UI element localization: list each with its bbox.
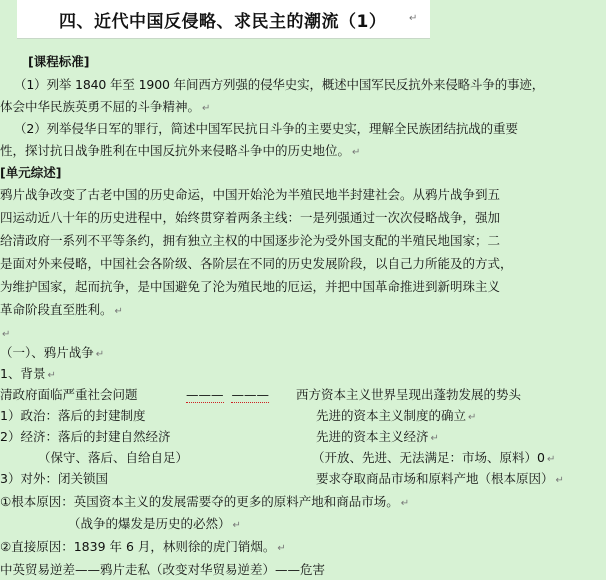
section-heading: （一）、鸦片战争 ↵: [0, 345, 105, 360]
course-standard-heading: [课程标准]: [28, 54, 90, 69]
comparison-left: （保守、落后、自给自足）: [38, 450, 189, 465]
course-standard-p2-line1: （2）列举侵华日军的罪行，简述中国军民抗日斗争的主要史实，理解全民族团结抗战的重要: [14, 121, 518, 136]
comparison-left: 1）政治：落后的封建制度: [0, 408, 146, 423]
unit-summary-line: 鸦片战争改变了古老中国的历史命运，中国开始沦为半殖民地半封建社会。从鸦片战争到五: [0, 187, 501, 202]
unit-summary-line: 四运动近八十年的历史进程中，始终贯穿着两条主线：一是列强通过一次次侵略战争，强加: [0, 210, 501, 225]
comparison-left: 2）经济：落后的封建自然经济: [0, 429, 171, 444]
blank-line: ↵: [2, 329, 11, 340]
unit-summary-line: 为维护国家，起而抗争，是中国避免了沦为殖民地的厄运，并把中国革命推进到新明珠主义: [0, 279, 501, 294]
course-standard-p2-line2: 性，探讨抗日战争胜利在中国反抗外来侵略斗争中的历史地位。 ↵: [0, 143, 361, 158]
document-title: 四、近代中国反侵略、求民主的潮流（1）: [59, 12, 387, 32]
root-cause: ①根本原因：英国资本主义的发展需要夺的更多的原料产地和商品市场。 ↵: [0, 494, 410, 509]
title-box: [17, 0, 430, 39]
comparison-right: （开放、先进、无法满足：市场、原料）0 ↵: [312, 450, 556, 465]
unit-summary-line: 革命阶段直至胜利。 ↵: [0, 302, 123, 317]
unit-summary-heading: [单元综述]: [0, 165, 62, 180]
unit-summary-line: 给清政府一系列不平等条约，拥有独立主权的中国逐步沦为受外国支配的半殖民地国家；二: [0, 233, 501, 248]
sub-heading-background: 1、背景 ↵: [0, 366, 56, 381]
background-dash: ——— ———: [186, 387, 269, 402]
comparison-right: 先进的资本主义经济 ↵: [316, 429, 439, 444]
comparison-right: 先进的资本主义制度的确立 ↵: [316, 408, 477, 423]
course-standard-p1-line1: （1）列举 1840 年至 1900 年间西方列强的侵华史实，概述中国军民反抗外来侵略斗争的事迹，: [14, 77, 545, 92]
trade-deficit-line: 中英贸易逆差——鸦片走私（改变对华贸易逆差）——危害: [0, 562, 326, 577]
inevitability-note: （战争的爆发是历史的必然） ↵: [68, 516, 241, 531]
unit-summary-line: 是面对外来侵略，中国社会各阶级、各阶层在不同的历史发展阶段，以自己力所能及的方式，: [0, 256, 513, 271]
background-right: 西方资本主义世界呈现出蓬勃发展的势头: [296, 387, 522, 402]
background-left: 清政府面临严重社会问题: [0, 387, 138, 402]
course-standard-p1-line2: 体会中华民族英勇不屈的斗争精神。 ↵: [0, 99, 211, 114]
comparison-right: 要求夺取商品市场和原料产地（根本原因） ↵: [316, 471, 564, 486]
direct-cause: ②直接原因：1839 年 6 月，林则徐的虎门销烟。 ↵: [0, 539, 286, 554]
paragraph-mark-icon: ↵: [409, 13, 418, 24]
comparison-left: 3）对外：闭关锁国: [0, 471, 108, 486]
